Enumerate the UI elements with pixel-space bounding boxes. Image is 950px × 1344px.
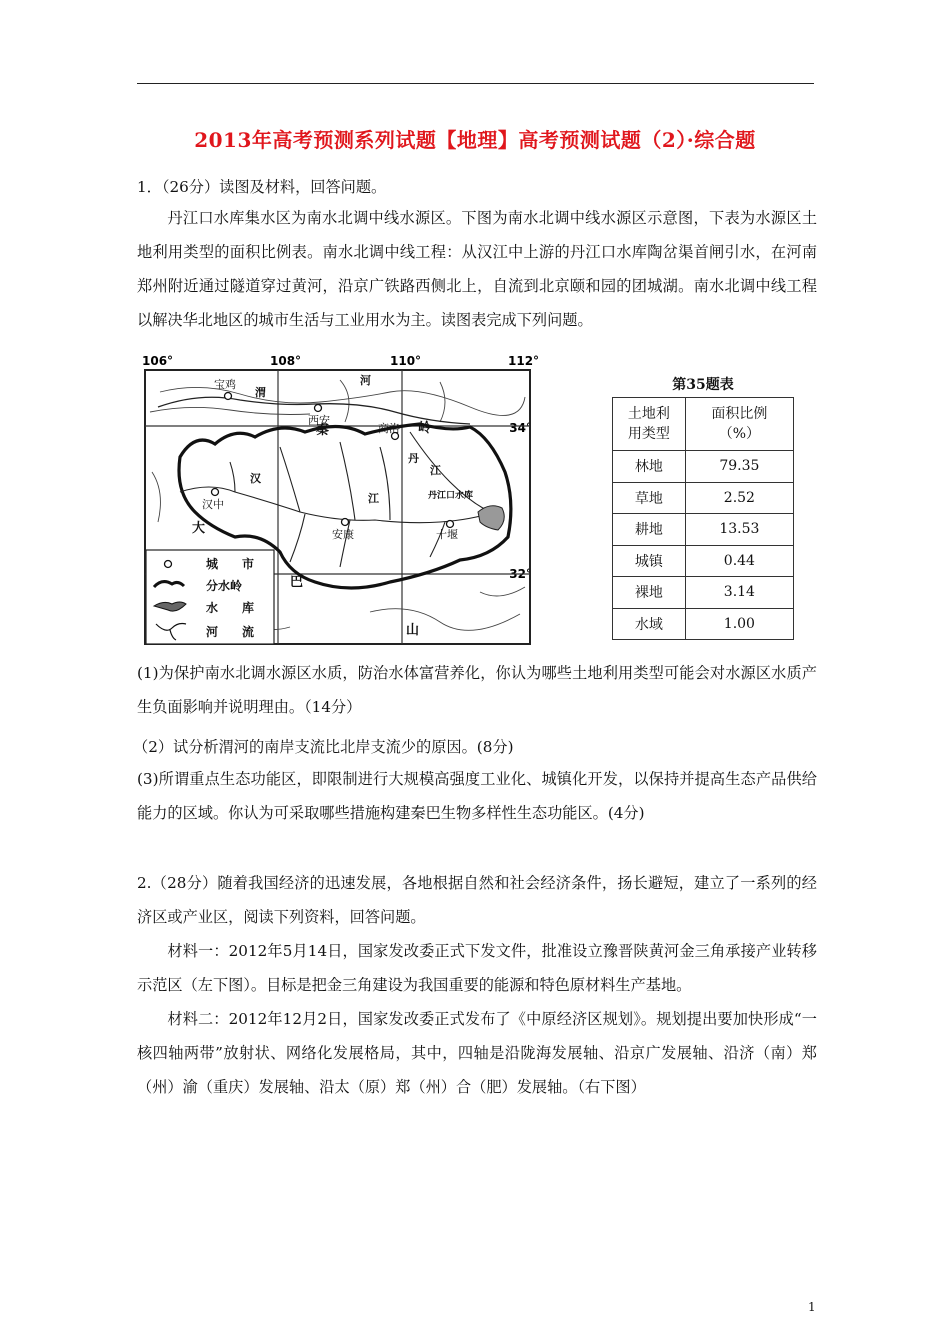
page-number: 1 [808, 1300, 816, 1314]
q2-intro: 2.（28分）随着我国经济的迅速发展，各地根据自然和社会经济条件，扬长避短，建立了一系列的经济区或产业区，阅读下列资料，回答问题。 [137, 874, 817, 926]
city-label: 宝鸡 [214, 378, 236, 391]
city-label: 汉中 [202, 498, 224, 511]
water-source-map [140, 352, 540, 646]
river-label: 汉 [250, 472, 261, 485]
city-label: 十堰 [436, 528, 458, 541]
city-label: 商洛 [378, 422, 400, 435]
q1-sub2: （2）试分析渭河的南岸支流比北岸支流少的原因。(8分) [133, 738, 514, 756]
lon-label: 106° [142, 354, 174, 368]
city-dot [315, 405, 322, 412]
legend-label: 城 市 [206, 557, 255, 571]
city-dot [225, 393, 232, 400]
reservoir-label: 丹江口水库 [428, 491, 474, 501]
city-label: 西安 [308, 414, 330, 427]
q1-intro: 1．（26分）读图及材料，回答问题。 [137, 178, 387, 196]
table-row: 林地 79.35 [613, 451, 794, 483]
mountain-label: 山 [406, 623, 420, 638]
legend-label: 水 库 [206, 601, 255, 615]
table-row: 裸地 3.14 [613, 577, 794, 609]
river-label: 河 [360, 374, 371, 387]
q1-sub1: (1)为保护南水北调水源区水质，防治水体富营养化，你认为哪些土地利用类型可能会对水源区水质产生负面影响并说明理由。（14分） [137, 664, 817, 716]
table-caption: 第35题表 [672, 377, 734, 393]
q2-material-2: 材料二：2012年12月2日，国家发改委正式发布了《中原经济区规划》。规划提出要加快形成“一核四轴两带”放射状、网络化发展格局，其中，四轴是沿陇海发展轴、沿京广发展轴、沿济（南）郑（州）渝（重庆）发展轴、沿太（原）郑（州）合（肥）发展轴。（右下图） [137, 1010, 817, 1096]
river-label: 江 [368, 492, 379, 505]
city-dot [342, 519, 349, 526]
city-symbol-icon [165, 561, 172, 568]
table-row: 草地 2.52 [613, 482, 794, 514]
mountain-label: 巴 [290, 575, 304, 590]
map-legend [146, 550, 274, 644]
river-label: 江 [430, 464, 441, 477]
table-header-ratio: 面积比例（%） [685, 398, 793, 451]
table-row: 水域 1.00 [613, 608, 794, 640]
legend-label: 河 流 [206, 625, 255, 639]
lon-label: 112° [508, 354, 540, 368]
page-title: 2013年高考预测系列试题【地理】高考预测试题（2）·综合题 [194, 128, 756, 152]
q1-sub3: (3)所谓重点生态功能区，即限制进行大规模高强度工业化、城镇化开发，以保持并提高生态产品供给能力的区域。你认为可采取哪些措施构建秦巴生物多样性生态功能区。(4分) [137, 770, 817, 822]
lat-label: 32° [509, 567, 532, 581]
q2-material-1: 材料一：2012年5月14日，国家发改委正式下发文件，批准设立豫晋陕黄河金三角承接产业转移示范区（左下图）。目标是把金三角建设为我国重要的能源和特色原材料生产基地。 [137, 942, 817, 994]
danjiangkou-reservoir [478, 506, 504, 530]
lon-label: 110° [390, 354, 422, 368]
lat-label: 34° [509, 421, 532, 435]
city-dot [212, 489, 219, 496]
header-rule [137, 83, 814, 84]
lon-label: 108° [270, 354, 302, 368]
city-dot [447, 521, 454, 528]
table-row: 城镇 0.44 [613, 545, 794, 577]
q1-material: 丹江口水库集水区为南水北调中线水源区。下图为南水北调中线水源区示意图，下表为水源区土地利用类型的面积比例表。南水北调中线工程：从汉江中上游的丹江口水库陶岔渠首闸引水，在河南郑州附近通过隧道穿过黄河，沿京广铁路西侧北上，自流到北京颐和园的团城湖。南水北调中线工程以解决华北地区的城市生活与工业用水为主。读图表完成下列问题。 [137, 209, 817, 329]
river-label: 渭 [255, 386, 266, 399]
table-header-type: 土地利用类型 [613, 398, 686, 451]
city-label: 安康 [332, 528, 354, 541]
mountain-label: 岭 [418, 421, 432, 436]
table-row: 耕地 13.53 [613, 514, 794, 546]
legend-label: 分水岭 [206, 579, 243, 593]
mountain-label: 大 [192, 521, 206, 536]
land-use-table [612, 397, 794, 640]
river-label: 丹 [408, 452, 419, 465]
mountain-label: 秦 [316, 423, 330, 438]
